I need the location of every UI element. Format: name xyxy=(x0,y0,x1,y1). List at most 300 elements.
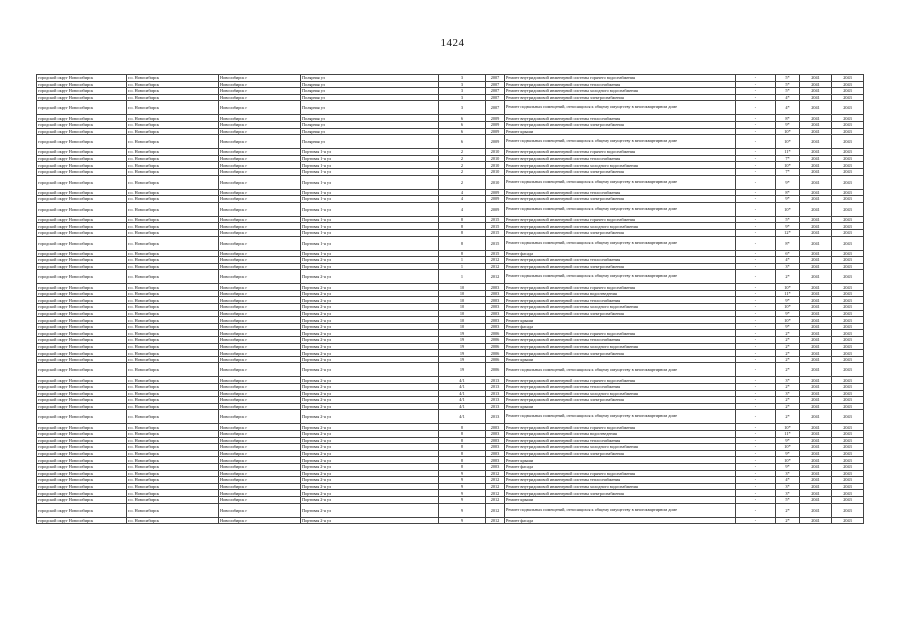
mark-cell: - xyxy=(736,175,776,189)
work-type-cell: Ремонт внутридомовой инженерной системы теплоснабжения xyxy=(505,155,736,162)
start-year-cell: 2041 xyxy=(800,270,832,284)
mark-cell: - xyxy=(736,155,776,162)
end-year-cell: 2043 xyxy=(832,135,864,149)
build-year-cell: 2012 xyxy=(486,263,505,270)
start-year-cell: 2041 xyxy=(800,75,832,82)
municipality-cell: городской округ Новосибирск xyxy=(37,403,127,410)
start-year-cell: 2041 xyxy=(800,410,832,424)
build-year-cell: 2013 xyxy=(486,377,505,384)
score-cell: 10* xyxy=(776,444,800,451)
house-number-cell: 3 xyxy=(439,75,486,82)
end-year-cell: 2043 xyxy=(832,284,864,291)
house-number-cell: 4/1 xyxy=(439,390,486,397)
work-type-cell: Ремонт внутридомовой инженерной системы электроснабжения xyxy=(505,263,736,270)
house-number-cell: 2 xyxy=(439,155,486,162)
settlement-cell: г.о. Новосибирск xyxy=(127,81,219,88)
street-cell: Портовая 2-я ул xyxy=(301,463,439,470)
locality-cell: Новосибирск г xyxy=(219,115,301,122)
work-type-cell: Ремонт подвальных помещений, относящихся к общему имуществу в многоквартирном доме xyxy=(505,175,736,189)
work-type-cell: Ремонт внутридомовой инженерной системы холодного водоснабжения xyxy=(505,390,736,397)
house-number-cell: 8 xyxy=(439,216,486,223)
score-cell: 9* xyxy=(776,437,800,444)
end-year-cell: 2043 xyxy=(832,477,864,484)
street-cell: Портовая 1-я ул xyxy=(301,236,439,250)
work-type-cell: Ремонт крыши xyxy=(505,317,736,324)
municipality-cell: городской округ Новосибирск xyxy=(37,168,127,175)
end-year-cell: 2043 xyxy=(832,470,864,477)
mark-cell: - xyxy=(736,470,776,477)
street-cell: Портовая 2-я ул xyxy=(301,470,439,477)
start-year-cell: 2041 xyxy=(800,337,832,344)
build-year-cell: 2009 xyxy=(486,196,505,203)
municipality-cell: городской округ Новосибирск xyxy=(37,257,127,264)
municipality-cell: городской округ Новосибирск xyxy=(37,477,127,484)
build-year-cell: 2013 xyxy=(486,403,505,410)
table-row xyxy=(37,337,864,344)
start-year-cell: 2041 xyxy=(800,257,832,264)
street-cell: Портовая 2-я ул xyxy=(301,397,439,404)
work-type-cell: Ремонт внутридомовой инженерной системы теплоснабжения xyxy=(505,115,736,122)
settlement-cell: г.о. Новосибирск xyxy=(127,330,219,337)
house-number-cell: 4/1 xyxy=(439,384,486,391)
settlement-cell: г.о. Новосибирск xyxy=(127,88,219,95)
mark-cell: - xyxy=(736,149,776,156)
table-row xyxy=(37,101,864,115)
municipality-cell: городской округ Новосибирск xyxy=(37,297,127,304)
build-year-cell: 2015 xyxy=(486,229,505,236)
score-cell: 10* xyxy=(776,128,800,135)
municipality-cell: городской округ Новосибирск xyxy=(37,517,127,524)
municipality-cell: городской округ Новосибирск xyxy=(37,162,127,169)
start-year-cell: 2041 xyxy=(800,128,832,135)
work-type-cell: Ремонт внутридомовой инженерной системы теплоснабжения xyxy=(505,189,736,196)
end-year-cell: 2043 xyxy=(832,483,864,490)
work-type-cell: Ремонт внутридомовой инженерной системы электроснабжения xyxy=(505,229,736,236)
street-cell: Полярная ул xyxy=(301,128,439,135)
municipality-cell: городской округ Новосибирск xyxy=(37,350,127,357)
settlement-cell: г.о. Новосибирск xyxy=(127,356,219,363)
table-row xyxy=(37,424,864,431)
work-type-cell: Ремонт внутридомовой инженерной системы горячего водоснабжения xyxy=(505,149,736,156)
work-type-cell: Ремонт внутридомовой инженерной системы холодного водоснабжения xyxy=(505,483,736,490)
table-row xyxy=(37,450,864,457)
mark-cell: - xyxy=(736,463,776,470)
score-cell: 5* xyxy=(776,81,800,88)
end-year-cell: 2043 xyxy=(832,175,864,189)
street-cell: Портовая 2-я ул xyxy=(301,284,439,291)
street-cell: Портовая 1-я ул xyxy=(301,149,439,156)
street-cell: Полярная ул xyxy=(301,101,439,115)
table-row xyxy=(37,350,864,357)
house-number-cell: 4/1 xyxy=(439,410,486,424)
street-cell: Полярная ул xyxy=(301,75,439,82)
table-row xyxy=(37,290,864,297)
municipality-cell: городской округ Новосибирск xyxy=(37,363,127,377)
locality-cell: Новосибирск г xyxy=(219,496,301,503)
work-type-cell: Ремонт внутридомовой инженерной системы горячего водоснабжения xyxy=(505,330,736,337)
table-row xyxy=(37,470,864,477)
mark-cell: - xyxy=(736,384,776,391)
house-number-cell: 8 xyxy=(439,450,486,457)
locality-cell: Новосибирск г xyxy=(219,175,301,189)
work-type-cell: Ремонт внутридомовой инженерной системы электроснабжения xyxy=(505,94,736,101)
settlement-cell: г.о. Новосибирск xyxy=(127,236,219,250)
end-year-cell: 2043 xyxy=(832,377,864,384)
score-cell: 2* xyxy=(776,403,800,410)
house-number-cell: 10 xyxy=(439,317,486,324)
table-row xyxy=(37,257,864,264)
score-cell: 9* xyxy=(776,121,800,128)
locality-cell: Новосибирск г xyxy=(219,503,301,517)
build-year-cell: 2006 xyxy=(486,337,505,344)
municipality-cell: городской округ Новосибирск xyxy=(37,424,127,431)
start-year-cell: 2041 xyxy=(800,496,832,503)
street-cell: Портовая 2-я ул xyxy=(301,410,439,424)
municipality-cell: городской округ Новосибирск xyxy=(37,149,127,156)
score-cell: 9* xyxy=(776,196,800,203)
street-cell: Портовая 2-я ул xyxy=(301,457,439,464)
street-cell: Портовая 2-я ул xyxy=(301,517,439,524)
build-year-cell: 2007 xyxy=(486,75,505,82)
start-year-cell: 2041 xyxy=(800,250,832,257)
locality-cell: Новосибирск г xyxy=(219,101,301,115)
work-type-cell: Ремонт внутридомовой инженерной системы теплоснабжения xyxy=(505,297,736,304)
start-year-cell: 2041 xyxy=(800,424,832,431)
start-year-cell: 2041 xyxy=(800,216,832,223)
mark-cell: - xyxy=(736,128,776,135)
score-cell: 10* xyxy=(776,202,800,216)
locality-cell: Новосибирск г xyxy=(219,517,301,524)
score-cell: 8* xyxy=(776,115,800,122)
mark-cell: - xyxy=(736,377,776,384)
locality-cell: Новосибирск г xyxy=(219,168,301,175)
work-type-cell: Ремонт внутридомовой инженерной системы горячего водоснабжения xyxy=(505,284,736,291)
start-year-cell: 2041 xyxy=(800,477,832,484)
house-number-cell: 9 xyxy=(439,490,486,497)
mark-cell: - xyxy=(736,75,776,82)
settlement-cell: г.о. Новосибирск xyxy=(127,229,219,236)
locality-cell: Новосибирск г xyxy=(219,304,301,311)
score-cell: 2* xyxy=(776,363,800,377)
house-number-cell: 3 xyxy=(439,81,486,88)
end-year-cell: 2043 xyxy=(832,81,864,88)
mark-cell: - xyxy=(736,403,776,410)
municipality-cell: городской округ Новосибирск xyxy=(37,81,127,88)
settlement-cell: г.о. Новосибирск xyxy=(127,437,219,444)
end-year-cell: 2043 xyxy=(832,115,864,122)
street-cell: Портовая 2-я ул xyxy=(301,390,439,397)
street-cell: Портовая 2-я ул xyxy=(301,290,439,297)
settlement-cell: г.о. Новосибирск xyxy=(127,517,219,524)
house-number-cell: 10 xyxy=(439,297,486,304)
table-row xyxy=(37,304,864,311)
settlement-cell: г.о. Новосибирск xyxy=(127,115,219,122)
settlement-cell: г.о. Новосибирск xyxy=(127,250,219,257)
house-number-cell: 6 xyxy=(439,121,486,128)
end-year-cell: 2043 xyxy=(832,168,864,175)
score-cell: 10* xyxy=(776,317,800,324)
municipality-cell: городской округ Новосибирск xyxy=(37,128,127,135)
score-cell: 2* xyxy=(776,410,800,424)
build-year-cell: 2003 xyxy=(486,310,505,317)
build-year-cell: 2009 xyxy=(486,128,505,135)
settlement-cell: г.о. Новосибирск xyxy=(127,350,219,357)
locality-cell: Новосибирск г xyxy=(219,377,301,384)
house-number-cell: 10 xyxy=(439,323,486,330)
build-year-cell: 2010 xyxy=(486,149,505,156)
work-type-cell: Ремонт внутридомовой инженерной системы водоотведения xyxy=(505,430,736,437)
score-cell: 9* xyxy=(776,223,800,230)
municipality-cell: городской округ Новосибирск xyxy=(37,101,127,115)
locality-cell: Новосибирск г xyxy=(219,450,301,457)
settlement-cell: г.о. Новосибирск xyxy=(127,121,219,128)
house-number-cell: 19 xyxy=(439,363,486,377)
municipality-cell: городской округ Новосибирск xyxy=(37,202,127,216)
mark-cell: - xyxy=(736,397,776,404)
build-year-cell: 2006 xyxy=(486,350,505,357)
table-row xyxy=(37,410,864,424)
locality-cell: Новосибирск г xyxy=(219,135,301,149)
score-cell: 10* xyxy=(776,162,800,169)
score-cell: 4* xyxy=(776,477,800,484)
house-number-cell: 9 xyxy=(439,470,486,477)
locality-cell: Новосибирск г xyxy=(219,223,301,230)
work-type-cell: Ремонт внутридомовой инженерной системы электроснабжения xyxy=(505,168,736,175)
build-year-cell: 2003 xyxy=(486,450,505,457)
table-row xyxy=(37,94,864,101)
street-cell: Полярная ул xyxy=(301,121,439,128)
settlement-cell: г.о. Новосибирск xyxy=(127,496,219,503)
mark-cell: - xyxy=(736,323,776,330)
locality-cell: Новосибирск г xyxy=(219,297,301,304)
end-year-cell: 2043 xyxy=(832,75,864,82)
street-cell: Портовая 2-я ул xyxy=(301,343,439,350)
start-year-cell: 2041 xyxy=(800,88,832,95)
house-number-cell: 1 xyxy=(439,270,486,284)
score-cell: 5* xyxy=(776,75,800,82)
start-year-cell: 2041 xyxy=(800,175,832,189)
municipality-cell: городской округ Новосибирск xyxy=(37,290,127,297)
start-year-cell: 2041 xyxy=(800,437,832,444)
municipality-cell: городской округ Новосибирск xyxy=(37,229,127,236)
street-cell: Портовая 2-я ул xyxy=(301,496,439,503)
build-year-cell: 2012 xyxy=(486,483,505,490)
settlement-cell: г.о. Новосибирск xyxy=(127,430,219,437)
mark-cell: - xyxy=(736,450,776,457)
settlement-cell: г.о. Новосибирск xyxy=(127,168,219,175)
start-year-cell: 2041 xyxy=(800,390,832,397)
work-type-cell: Ремонт подвальных помещений, относящихся к общему имуществу в многоквартирном доме xyxy=(505,135,736,149)
house-number-cell: 9 xyxy=(439,517,486,524)
municipality-cell: городской округ Новосибирск xyxy=(37,503,127,517)
street-cell: Портовая 1-я ул xyxy=(301,202,439,216)
settlement-cell: г.о. Новосибирск xyxy=(127,128,219,135)
work-type-cell: Ремонт внутридомовой инженерной системы горячего водоснабжения xyxy=(505,377,736,384)
locality-cell: Новосибирск г xyxy=(219,457,301,464)
score-cell: 11* xyxy=(776,290,800,297)
work-type-cell: Ремонт крыши xyxy=(505,496,736,503)
build-year-cell: 2006 xyxy=(486,330,505,337)
start-year-cell: 2041 xyxy=(800,168,832,175)
mark-cell: - xyxy=(736,437,776,444)
locality-cell: Новосибирск г xyxy=(219,202,301,216)
build-year-cell: 2003 xyxy=(486,317,505,324)
municipality-cell: городской округ Новосибирск xyxy=(37,463,127,470)
build-year-cell: 2012 xyxy=(486,496,505,503)
settlement-cell: г.о. Новосибирск xyxy=(127,463,219,470)
locality-cell: Новосибирск г xyxy=(219,250,301,257)
score-cell: 3* xyxy=(776,470,800,477)
work-type-cell: Ремонт внутридомовой инженерной системы теплоснабжения xyxy=(505,337,736,344)
street-cell: Полярная ул xyxy=(301,94,439,101)
start-year-cell: 2041 xyxy=(800,363,832,377)
end-year-cell: 2043 xyxy=(832,290,864,297)
work-type-cell: Ремонт внутридомовой инженерной системы теплоснабжения xyxy=(505,437,736,444)
score-cell: 2* xyxy=(776,270,800,284)
build-year-cell: 2012 xyxy=(486,257,505,264)
end-year-cell: 2043 xyxy=(832,437,864,444)
score-cell: 5* xyxy=(776,216,800,223)
mark-cell: - xyxy=(736,297,776,304)
build-year-cell: 2006 xyxy=(486,356,505,363)
municipality-cell: городской округ Новосибирск xyxy=(37,483,127,490)
work-type-cell: Ремонт подвальных помещений, относящихся к общему имуществу в многоквартирном доме xyxy=(505,101,736,115)
municipality-cell: городской округ Новосибирск xyxy=(37,490,127,497)
end-year-cell: 2043 xyxy=(832,397,864,404)
start-year-cell: 2041 xyxy=(800,263,832,270)
work-type-cell: Ремонт внутридомовой инженерной системы холодного водоснабжения xyxy=(505,343,736,350)
settlement-cell: г.о. Новосибирск xyxy=(127,483,219,490)
street-cell: Портовая 2-я ул xyxy=(301,363,439,377)
end-year-cell: 2043 xyxy=(832,503,864,517)
municipality-cell: городской округ Новосибирск xyxy=(37,196,127,203)
mark-cell: - xyxy=(736,483,776,490)
work-type-cell: Ремонт внутридомовой инженерной системы электроснабжения xyxy=(505,450,736,457)
end-year-cell: 2043 xyxy=(832,444,864,451)
street-cell: Портовая 2-я ул xyxy=(301,330,439,337)
settlement-cell: г.о. Новосибирск xyxy=(127,101,219,115)
settlement-cell: г.о. Новосибирск xyxy=(127,490,219,497)
work-type-cell: Ремонт подвальных помещений, относящихся к общему имуществу в многоквартирном доме xyxy=(505,363,736,377)
score-cell: 11* xyxy=(776,430,800,437)
build-year-cell: 2012 xyxy=(486,477,505,484)
table-row xyxy=(37,284,864,291)
score-cell: 4* xyxy=(776,94,800,101)
locality-cell: Новосибирск г xyxy=(219,390,301,397)
end-year-cell: 2043 xyxy=(832,384,864,391)
street-cell: Портовая 2-я ул xyxy=(301,450,439,457)
score-cell: 5* xyxy=(776,496,800,503)
street-cell: Портовая 2-я ул xyxy=(301,437,439,444)
end-year-cell: 2043 xyxy=(832,330,864,337)
house-number-cell: 6 xyxy=(439,135,486,149)
work-type-cell: Ремонт внутридомовой инженерной системы холодного водоснабжения xyxy=(505,444,736,451)
municipality-cell: городской округ Новосибирск xyxy=(37,155,127,162)
work-type-cell: Ремонт подвальных помещений, относящихся к общему имуществу в многоквартирном доме xyxy=(505,202,736,216)
house-number-cell: 8 xyxy=(439,229,486,236)
build-year-cell: 2013 xyxy=(486,390,505,397)
start-year-cell: 2041 xyxy=(800,310,832,317)
settlement-cell: г.о. Новосибирск xyxy=(127,223,219,230)
settlement-cell: г.о. Новосибирск xyxy=(127,202,219,216)
settlement-cell: г.о. Новосибирск xyxy=(127,337,219,344)
settlement-cell: г.о. Новосибирск xyxy=(127,310,219,317)
score-cell: 9* xyxy=(776,175,800,189)
end-year-cell: 2043 xyxy=(832,430,864,437)
locality-cell: Новосибирск г xyxy=(219,470,301,477)
start-year-cell: 2041 xyxy=(800,330,832,337)
table-row xyxy=(37,196,864,203)
end-year-cell: 2043 xyxy=(832,317,864,324)
table-row xyxy=(37,430,864,437)
work-type-cell: Ремонт крыши xyxy=(505,403,736,410)
score-cell: 12* xyxy=(776,229,800,236)
work-type-cell: Ремонт внутридомовой инженерной системы холодного водоснабжения xyxy=(505,162,736,169)
end-year-cell: 2043 xyxy=(832,229,864,236)
end-year-cell: 2043 xyxy=(832,149,864,156)
start-year-cell: 2041 xyxy=(800,403,832,410)
table-row xyxy=(37,149,864,156)
locality-cell: Новосибирск г xyxy=(219,410,301,424)
score-cell: 2* xyxy=(776,356,800,363)
build-year-cell: 2009 xyxy=(486,135,505,149)
score-cell: 9* xyxy=(776,323,800,330)
table-row xyxy=(37,384,864,391)
settlement-cell: г.о. Новосибирск xyxy=(127,363,219,377)
table-row xyxy=(37,250,864,257)
end-year-cell: 2043 xyxy=(832,121,864,128)
score-cell: 10* xyxy=(776,424,800,431)
municipality-cell: городской округ Новосибирск xyxy=(37,390,127,397)
municipality-cell: городской округ Новосибирск xyxy=(37,496,127,503)
end-year-cell: 2043 xyxy=(832,363,864,377)
street-cell: Портовая 2-я ул xyxy=(301,384,439,391)
house-number-cell: 8 xyxy=(439,463,486,470)
mark-cell: - xyxy=(736,168,776,175)
house-number-cell: 9 xyxy=(439,496,486,503)
mark-cell: - xyxy=(736,216,776,223)
build-year-cell: 2012 xyxy=(486,470,505,477)
start-year-cell: 2041 xyxy=(800,317,832,324)
work-type-cell: Ремонт внутридомовой инженерной системы горячего водоснабжения xyxy=(505,216,736,223)
mark-cell: - xyxy=(736,223,776,230)
build-year-cell: 2003 xyxy=(486,297,505,304)
municipality-cell: городской округ Новосибирск xyxy=(37,437,127,444)
street-cell: Портовая 2-я ул xyxy=(301,304,439,311)
build-year-cell: 2013 xyxy=(486,410,505,424)
score-cell: 3* xyxy=(776,483,800,490)
start-year-cell: 2041 xyxy=(800,304,832,311)
settlement-cell: г.о. Новосибирск xyxy=(127,297,219,304)
work-type-cell: Ремонт внутридомовой инженерной системы теплоснабжения xyxy=(505,384,736,391)
end-year-cell: 2043 xyxy=(832,490,864,497)
end-year-cell: 2043 xyxy=(832,216,864,223)
street-cell: Портовая 2-я ул xyxy=(301,310,439,317)
settlement-cell: г.о. Новосибирск xyxy=(127,270,219,284)
work-type-cell: Ремонт подвальных помещений, относящихся к общему имуществу в многоквартирном доме xyxy=(505,270,736,284)
house-number-cell: 2 xyxy=(439,168,486,175)
build-year-cell: 2010 xyxy=(486,162,505,169)
municipality-cell: городской округ Новосибирск xyxy=(37,88,127,95)
start-year-cell: 2041 xyxy=(800,490,832,497)
mark-cell: - xyxy=(736,310,776,317)
street-cell: Портовая 2-я ул xyxy=(301,444,439,451)
house-number-cell: 9 xyxy=(439,477,486,484)
start-year-cell: 2041 xyxy=(800,81,832,88)
house-number-cell: 8 xyxy=(439,430,486,437)
end-year-cell: 2043 xyxy=(832,403,864,410)
settlement-cell: г.о. Новосибирск xyxy=(127,384,219,391)
